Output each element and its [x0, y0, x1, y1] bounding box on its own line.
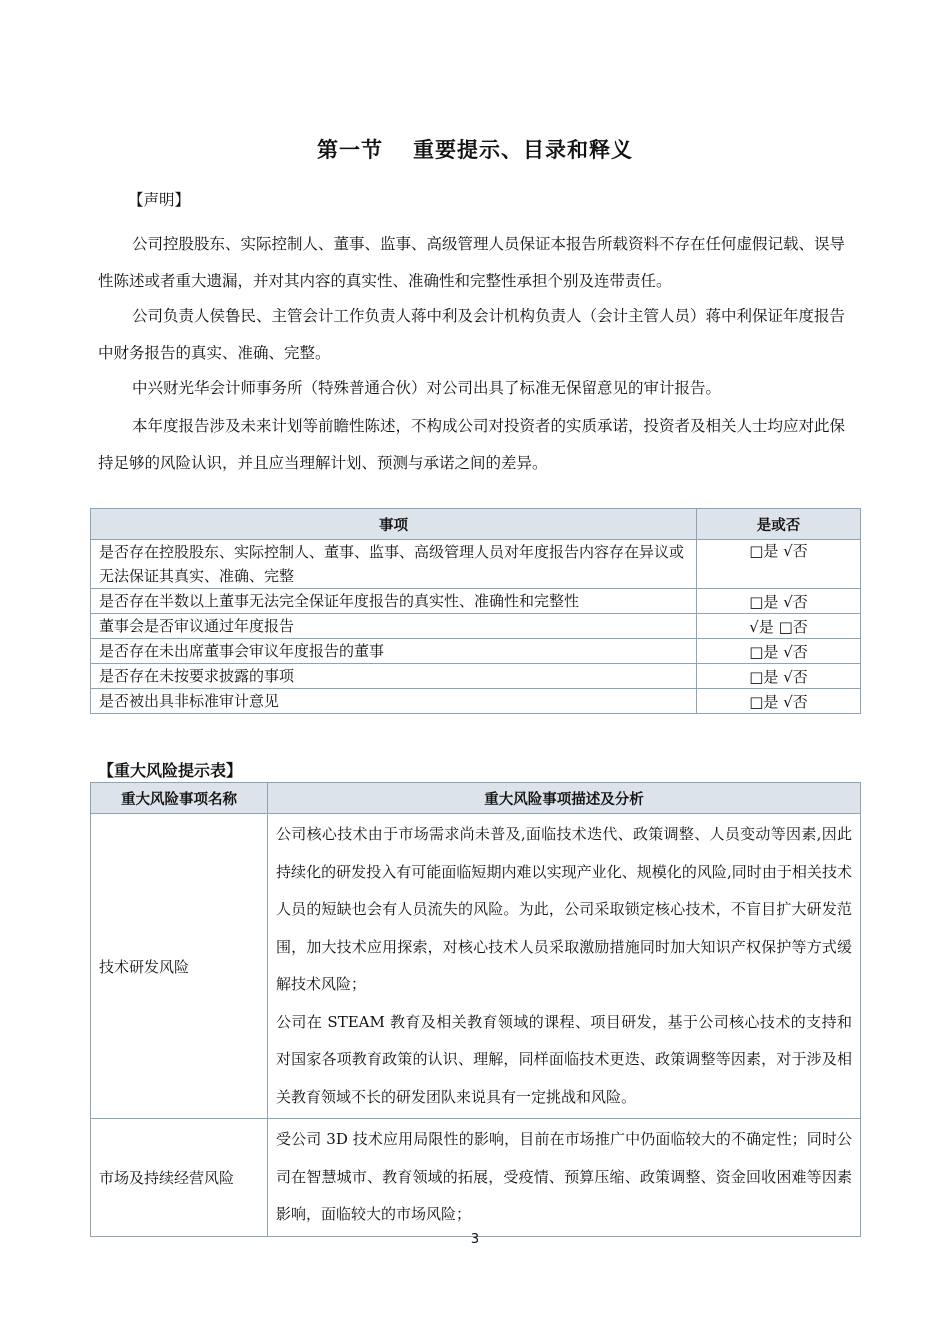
- table-row: [91, 639, 861, 664]
- declaration-paragraph-3: 中兴财光华会计师事务所（特殊普通合伙）对公司出具了标准无保留意见的审计报告。: [132, 379, 722, 397]
- table-row: [91, 540, 861, 589]
- item-question: 是否存在半数以上董事无法完全保证年度报告的真实性、准确性和完整性: [91, 589, 697, 614]
- table-row: [91, 814, 861, 1119]
- risk-description: [268, 1119, 861, 1237]
- risk-header-desc: 重大风险事项描述及分析: [268, 783, 861, 814]
- risk-table-header-row: [91, 783, 861, 814]
- risk-table-heading: 【重大风险提示表】: [98, 761, 243, 780]
- table-row: [91, 1119, 861, 1237]
- section-title-number: 第一节: [317, 138, 383, 162]
- declaration-paragraph-2: 公司负责人侯鲁民、主管会计工作负责人蒋中利及会计机构负责人（会计主管人员）蒋中利保证年度报告中财务报告的真实、准确、完整。: [98, 307, 846, 362]
- risk-description-paragraph: 受公司 3D 技术应用局限性的影响，目前在市场推广中仍面临较大的不确定性；同时公司在智慧城市、教育领域的拓展，受疫情、预算压缩、政策调整、资金回收困难等因素影响，面临较大的市场风险；: [276, 1130, 852, 1223]
- risk-header-name: 重大风险事项名称: [91, 783, 268, 814]
- item-question: 是否被出具非标准审计意见: [91, 689, 697, 714]
- item-question: 是否存在未出席董事会审议年度报告的董事: [91, 639, 697, 664]
- item-answer: □是 √否: [697, 589, 861, 614]
- item-question: 是否存在控股股东、实际控制人、董事、监事、高级管理人员对年度报告内容存在异议或无法保证其真实、准确、完整: [91, 540, 697, 589]
- risk-name: 技术研发风险: [91, 814, 268, 1119]
- items-header-answer: 是或否: [697, 509, 861, 540]
- declaration-label: 【声明】: [128, 191, 191, 209]
- section-title: [0, 134, 950, 164]
- item-answer: □是 √否: [697, 664, 861, 689]
- risk-table: [90, 782, 861, 1237]
- items-header-item: 事项: [91, 509, 697, 540]
- risk-description-paragraph: 公司核心技术由于市场需求尚未普及,面临技术迭代、政策调整、人员变动等因素,因此持续化的研发投入有可能面临短期内难以实现产业化、规模化的风险,同时由于相关技术人员的短缺也会有人员流失的风险。为此，公司采取锁定核心技术，不盲目扩大研发范围，加大技术应用探索，对核心技术人员采取激励措施同时加大知识产权保护等方式缓解技术风险；: [276, 825, 852, 993]
- item-answer: √是 □否: [697, 614, 861, 639]
- section-title-text: 重要提示、目录和释义: [413, 138, 633, 162]
- items-table-header-row: [91, 509, 861, 540]
- item-question: 董事会是否审议通过年度报告: [91, 614, 697, 639]
- items-table: [90, 508, 861, 714]
- item-answer: □是 √否: [697, 639, 861, 664]
- declaration-paragraph-4: 本年度报告涉及未来计划等前瞻性陈述，不构成公司对投资者的实质承诺，投资者及相关人士均应对此保持足够的风险认识，并且应当理解计划、预测与承诺之间的差异。: [98, 417, 846, 472]
- risk-name: 市场及持续经营风险: [91, 1119, 268, 1237]
- item-question: 是否存在未按要求披露的事项: [91, 664, 697, 689]
- table-row: [91, 589, 861, 614]
- declaration-paragraph-1: 公司控股股东、实际控制人、董事、监事、高级管理人员保证本报告所载资料不存在任何虚假记载、误导性陈述或者重大遗漏，并对其内容的真实性、准确性和完整性承担个别及连带责任。: [98, 235, 846, 290]
- page-number: 3: [470, 1232, 480, 1247]
- item-answer: □是 √否: [697, 689, 861, 714]
- table-row: [91, 689, 861, 714]
- risk-description-paragraph: 公司在 STEAM 教育及相关教育领域的课程、项目研发，基于公司核心技术的支持和对国家各项教育政策的认识、理解，同样面临技术更迭、政策调整等因素，对于涉及相关教育领域不长的研发团队来说具有一定挑战和风险。: [276, 1012, 852, 1106]
- risk-description: [268, 814, 861, 1119]
- item-answer: □是 √否: [697, 540, 861, 589]
- table-row: [91, 664, 861, 689]
- table-row: [91, 614, 861, 639]
